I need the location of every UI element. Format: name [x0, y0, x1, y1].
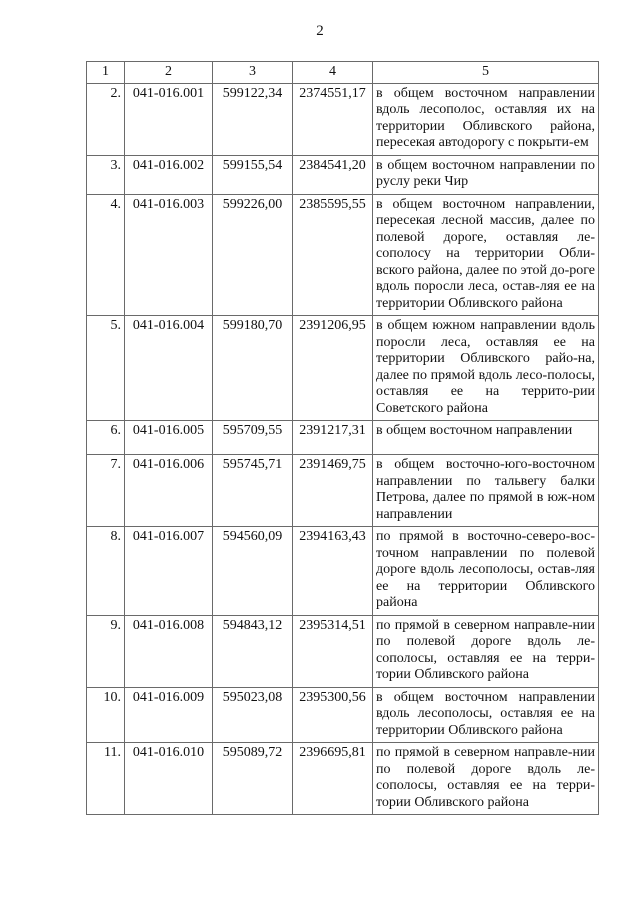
route-description: в общем восточном направлении, пересекая лесной массив, далее по полевой дороге, оставляя ле-сополосу на территории Обли-вского района, далее по этой до-роге вдоль поросли леса, остав-ляя ее на территории Обливского района [373, 194, 599, 316]
table-row [87, 455, 599, 527]
coordinate-y: 2394163,43 [293, 527, 373, 616]
coordinate-x: 595023,08 [213, 687, 293, 743]
header-col-1: 1 [87, 62, 125, 84]
table-row [87, 527, 599, 616]
page-number: 2 [316, 23, 324, 39]
route-description: по прямой в северном направле-нии по полевой дороге вдоль ле-сополосы, оставляя ее на терри-тории Обливского района [373, 615, 599, 687]
coordinate-x: 594843,12 [213, 615, 293, 687]
boundary-points-table [86, 61, 599, 815]
row-number: 4. [87, 194, 125, 316]
route-description: в общем восточном направлении [373, 421, 599, 455]
row-number: 8. [87, 527, 125, 616]
point-code: 041-016.003 [125, 194, 213, 316]
coordinate-x: 599122,34 [213, 83, 293, 155]
row-number: 6. [87, 421, 125, 455]
row-number: 10. [87, 687, 125, 743]
route-description: в общем восточном направлении вдоль лесополосы, оставляя ее на территории Обливского района [373, 687, 599, 743]
coordinate-y: 2391206,95 [293, 316, 373, 421]
point-code: 041-016.001 [125, 83, 213, 155]
point-code: 041-016.007 [125, 527, 213, 616]
table-row [87, 155, 599, 194]
row-number: 7. [87, 455, 125, 527]
route-description: в общем восточном направлении по руслу реки Чир [373, 155, 599, 194]
coordinate-y: 2391469,75 [293, 455, 373, 527]
coordinate-x: 594560,09 [213, 527, 293, 616]
coordinate-x: 599180,70 [213, 316, 293, 421]
header-col-4: 4 [293, 62, 373, 84]
coordinate-y: 2395300,56 [293, 687, 373, 743]
row-number: 11. [87, 743, 125, 815]
coordinate-y: 2391217,31 [293, 421, 373, 455]
point-code: 041-016.010 [125, 743, 213, 815]
table-row [87, 194, 599, 316]
coordinate-x: 599155,54 [213, 155, 293, 194]
coordinate-y: 2374551,17 [293, 83, 373, 155]
table-row [87, 687, 599, 743]
coordinate-y: 2396695,81 [293, 743, 373, 815]
point-code: 041-016.009 [125, 687, 213, 743]
table-header-row [87, 62, 599, 84]
coordinate-x: 599226,00 [213, 194, 293, 316]
table-row [87, 421, 599, 455]
row-number: 9. [87, 615, 125, 687]
table-row [87, 615, 599, 687]
point-code: 041-016.002 [125, 155, 213, 194]
coordinate-x: 595745,71 [213, 455, 293, 527]
row-number: 5. [87, 316, 125, 421]
header-col-3: 3 [213, 62, 293, 84]
route-description: в общем восточном направлении вдоль лесополос, оставляя их на территории Обливского района, пересекая автодорогу с покрыти-ем [373, 83, 599, 155]
route-description: по прямой в северном направле-нии по полевой дороге вдоль ле-сополосы, оставляя ее на терри-тории Обливского района [373, 743, 599, 815]
table-row [87, 83, 599, 155]
point-code: 041-016.005 [125, 421, 213, 455]
table-row [87, 316, 599, 421]
coordinate-x: 595709,55 [213, 421, 293, 455]
coordinate-y: 2384541,20 [293, 155, 373, 194]
point-code: 041-016.008 [125, 615, 213, 687]
coordinate-y: 2385595,55 [293, 194, 373, 316]
point-code: 041-016.006 [125, 455, 213, 527]
row-number: 2. [87, 83, 125, 155]
coordinate-x: 595089,72 [213, 743, 293, 815]
row-number: 3. [87, 155, 125, 194]
coordinate-y: 2395314,51 [293, 615, 373, 687]
table-row [87, 743, 599, 815]
header-col-5: 5 [373, 62, 599, 84]
route-description: в общем южном направлении вдоль поросли леса, оставляя ее на территории Обливского райо-на, далее по прямой вдоль лесо-полосы, оставляя ее на террито-рии Советского района [373, 316, 599, 421]
route-description: по прямой в восточно-северо-вос-точном направлении по полевой дороге вдоль лесополосы, остав-ляя ее на территории Обливского района [373, 527, 599, 616]
route-description: в общем восточно-юго-восточном направлении по тальвегу балки Петрова, далее по прямой в юж-ном направлении [373, 455, 599, 527]
header-col-2: 2 [125, 62, 213, 84]
point-code: 041-016.004 [125, 316, 213, 421]
